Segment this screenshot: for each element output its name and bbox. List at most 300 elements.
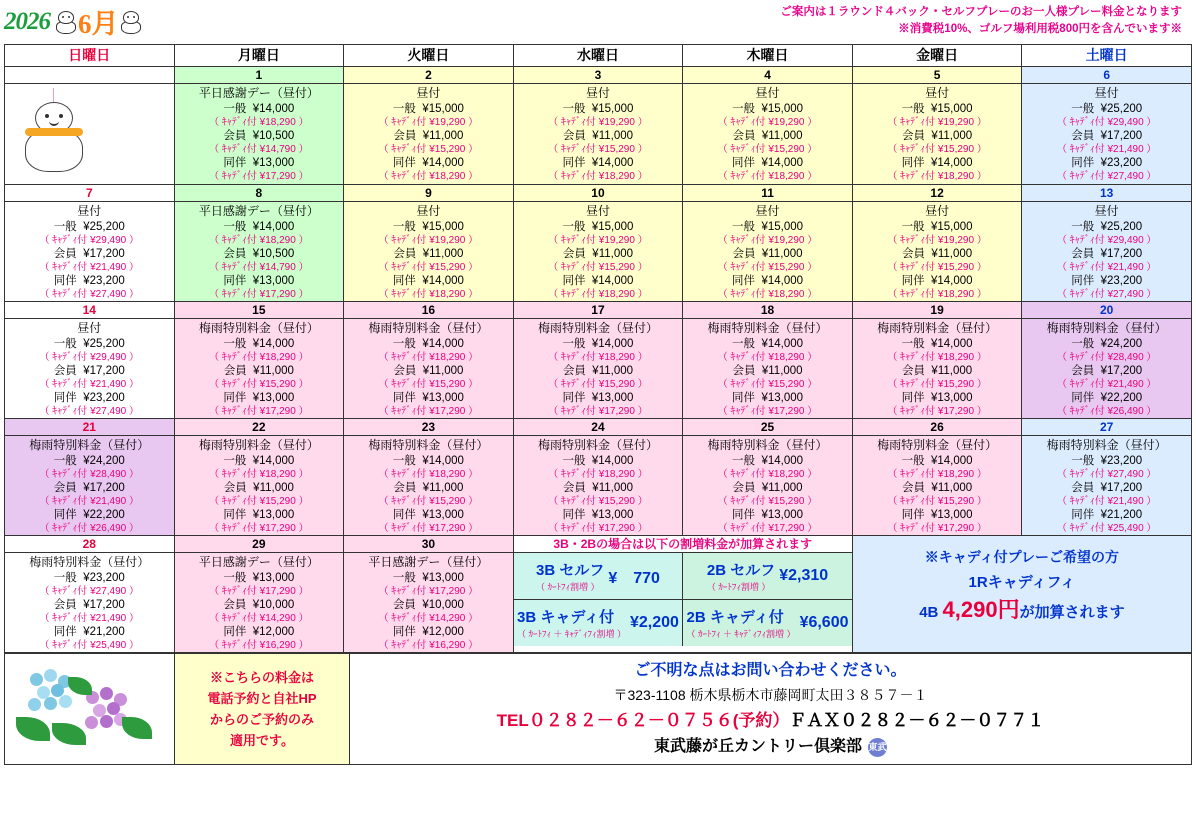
surcharge-amount: ¥ 770 [608, 569, 660, 587]
day-number: 8 [175, 185, 344, 202]
price-label: 同伴 [53, 626, 77, 638]
surcharge-note: （ ｶｰﾄﾌｨ ＋ ｷｬﾃﾞｨﾌｨ割増 ） [686, 629, 796, 639]
price-label: 一般 [1071, 221, 1095, 233]
calendar-table [4, 44, 1192, 653]
day-content [853, 202, 1022, 301]
caddie-price: （ ｷｬﾃﾞｨ付 ¥15,290 ） [717, 379, 818, 390]
price-value: ¥14,000 [931, 275, 973, 287]
caddie-price: （ ｷｬﾃﾞｨ付 ¥14,290 ） [378, 613, 479, 624]
caddie-price: （ ｷｬﾃﾞｨ付 ¥15,290 ） [717, 496, 818, 507]
price-line [5, 598, 174, 612]
price-value: ¥14,000 [761, 157, 804, 169]
day-number: 12 [853, 185, 1022, 202]
caddie-price: （ ｷｬﾃﾞｨ付 ¥21,490 ） [39, 496, 140, 507]
day-content [344, 436, 513, 535]
price-label: 一般 [1071, 338, 1095, 350]
day-number: 9 [344, 185, 513, 202]
price-value: ¥14,000 [252, 221, 295, 233]
caddie-fee-content [853, 536, 1191, 627]
calendar-cell-empty[interactable] [5, 67, 175, 185]
day-content [683, 436, 852, 535]
price-line [1022, 508, 1191, 522]
caddie-price: （ ｷｬﾃﾞｨ付 ¥15,290 ） [548, 262, 648, 273]
price-label: 同伴 [53, 509, 77, 521]
price-label: 一般 [562, 103, 586, 115]
price-label: 同伴 [1071, 157, 1095, 169]
day-content [683, 202, 852, 301]
calendar-cell-day-18[interactable] [683, 302, 853, 419]
price-label: 同伴 [392, 392, 416, 404]
price-line [853, 156, 1022, 170]
caddie-price: （ ｷｬﾃﾞｨ付 ¥17,290 ） [209, 406, 309, 417]
price-label: 一般 [223, 221, 247, 233]
calendar-cell-day-10[interactable] [513, 185, 683, 302]
price-value: ¥13,000 [761, 509, 804, 521]
calendar-cell-day-23[interactable] [344, 419, 514, 536]
price-line [853, 508, 1022, 522]
caddie-price: （ ｷｬﾃﾞｨ付 ¥17,290 ） [887, 406, 987, 417]
day-number: 28 [5, 536, 174, 553]
calendar-cell-day-26[interactable] [852, 419, 1022, 536]
calendar-cell-day-7[interactable] [5, 185, 175, 302]
price-value: ¥11,000 [253, 365, 294, 377]
price-label: 会員 [902, 130, 926, 142]
price-label: 会員 [223, 130, 247, 142]
plan-title: 昼付 [755, 204, 780, 218]
calendar-cell-day-24[interactable] [513, 419, 683, 536]
calendar-cell-day-25[interactable] [683, 419, 853, 536]
day-content [514, 202, 683, 301]
plan-title: 昼付 [925, 86, 950, 100]
caddie-price: （ ｷｬﾃﾞｨ付 ¥15,290 ） [378, 144, 479, 155]
plan-title: 梅雨特別料金（昼付） [707, 321, 828, 335]
calendar-cell-day-3[interactable] [513, 67, 683, 185]
price-line [5, 391, 174, 405]
day-content [853, 436, 1022, 535]
calendar-cell-day-14[interactable] [5, 302, 175, 419]
day-number: 21 [5, 419, 174, 436]
price-label: 一般 [901, 103, 925, 115]
calendar-cell-day-28[interactable] [5, 536, 175, 653]
price-line [683, 481, 852, 495]
surcharge-note: （ ｶｰﾄﾌｨ ＋ ｷｬﾃﾞｨﾌｨ割増 ） [516, 629, 626, 639]
price-label: 一般 [901, 455, 925, 467]
calendar-cell-day-15[interactable] [174, 302, 344, 419]
price-line [344, 571, 513, 585]
calendar-last-week-row [5, 536, 1192, 653]
surcharge-item [682, 600, 852, 646]
price-value: ¥11,000 [761, 482, 803, 494]
price-value: ¥13,000 [252, 392, 295, 404]
price-value: ¥14,000 [931, 157, 973, 169]
month-label: 6月 [78, 9, 119, 39]
plan-title: 平日感謝デー（昼付） [198, 86, 319, 100]
price-label: 同伴 [732, 392, 756, 404]
price-value: ¥15,000 [931, 221, 973, 233]
price-value: ¥15,000 [422, 103, 464, 115]
plan-title: 平日感謝デー（昼付） [198, 555, 319, 569]
dow-header-2: 火曜日 [344, 45, 514, 67]
day-number: 15 [175, 302, 344, 319]
price-value: ¥12,000 [422, 626, 464, 638]
price-label: 同伴 [562, 275, 586, 287]
caddie-price: （ ｷｬﾃﾞｨ付 ¥18,290 ） [717, 171, 818, 182]
price-value: ¥23,200 [1100, 455, 1143, 467]
price-value: ¥11,000 [592, 482, 634, 494]
price-line [1022, 129, 1191, 143]
price-value: ¥11,000 [761, 248, 803, 260]
price-line [683, 364, 852, 378]
day-number: 25 [683, 419, 852, 436]
caddie-price: （ ｷｬﾃﾞｨ付 ¥15,290 ） [717, 262, 818, 273]
price-line [344, 274, 513, 288]
price-value: ¥10,000 [252, 599, 295, 611]
price-label: 会員 [223, 248, 247, 260]
price-value: ¥13,000 [252, 572, 295, 584]
surcharge-item [514, 600, 683, 646]
caddie-price: （ ｷｬﾃﾞｨ付 ¥19,290 ） [548, 117, 648, 128]
price-label: 一般 [562, 338, 586, 350]
calendar-cell-day-12[interactable] [852, 185, 1022, 302]
price-value: ¥13,000 [591, 509, 634, 521]
price-label: 同伴 [1071, 392, 1095, 404]
plan-title: 昼付 [77, 321, 102, 335]
caddie-price: （ ｷｬﾃﾞｨ付 ¥14,290 ） [209, 613, 309, 624]
surcharge-note: （ ｶｰﾄﾌｨ割増 ） [706, 582, 771, 592]
price-label: 会員 [562, 365, 586, 377]
price-label: 会員 [393, 248, 417, 260]
price-line [5, 571, 174, 585]
price-line [344, 129, 513, 143]
price-label: 会員 [53, 599, 77, 611]
price-label: 一般 [53, 572, 77, 584]
price-value: ¥14,000 [252, 338, 295, 350]
caddie-price: （ ｷｬﾃﾞｨ付 ¥15,290 ） [378, 496, 479, 507]
price-value: ¥11,000 [422, 130, 464, 142]
day-number: 22 [175, 419, 344, 436]
price-value: ¥14,000 [591, 338, 634, 350]
caddie-price: （ ｷｬﾃﾞｨ付 ¥21,490 ） [1056, 144, 1157, 155]
price-value: ¥23,200 [1100, 157, 1143, 169]
teru-teru-bozu-icon-2 [120, 9, 142, 35]
caddie-price: （ ｷｬﾃﾞｨ付 ¥19,290 ） [717, 235, 818, 246]
caddie-price: （ ｷｬﾃﾞｨ付 ¥21,490 ） [39, 262, 140, 273]
price-line [175, 129, 344, 143]
price-line [514, 102, 683, 116]
caddie-price: （ ｷｬﾃﾞｨ付 ¥18,290 ） [548, 352, 648, 363]
calendar-cell-day-21[interactable] [5, 419, 175, 536]
caddie-price: （ ｷｬﾃﾞｨ付 ¥18,290 ） [548, 469, 648, 480]
price-value: ¥14,000 [422, 275, 464, 287]
day-number: 7 [5, 185, 174, 202]
caddie-price: （ ｷｬﾃﾞｨ付 ¥19,290 ） [887, 235, 987, 246]
caddie-price: （ ｷｬﾃﾞｨ付 ¥15,290 ） [378, 379, 479, 390]
price-value: ¥15,000 [422, 221, 464, 233]
price-label: 会員 [393, 482, 417, 494]
caddie-price: （ ｷｬﾃﾞｨ付 ¥18,290 ） [209, 352, 309, 363]
caddie-price: （ ｷｬﾃﾞｨ付 ¥17,290 ） [717, 523, 818, 534]
price-label: 同伴 [392, 509, 416, 521]
price-line [175, 102, 344, 116]
price-line [344, 102, 513, 116]
price-label: 一般 [562, 221, 586, 233]
caddie-price: （ ｷｬﾃﾞｨ付 ¥25,490 ） [1056, 523, 1157, 534]
calendar-cell-day-29[interactable] [174, 536, 344, 653]
price-label: 同伴 [223, 275, 247, 287]
day-number: 24 [514, 419, 683, 436]
plan-title: 梅雨特別料金（昼付） [368, 321, 489, 335]
day-number: 1 [175, 67, 344, 84]
price-value: ¥14,000 [591, 455, 634, 467]
price-label: 一般 [1071, 455, 1095, 467]
price-label: 同伴 [392, 157, 416, 169]
price-line [683, 102, 852, 116]
price-value: ¥14,000 [252, 103, 295, 115]
price-line [514, 481, 683, 495]
calendar-cell-day-1[interactable] [174, 67, 344, 185]
price-label: 一般 [732, 221, 756, 233]
surcharge-note: （ ｶｰﾄﾌｨ割増 ） [535, 582, 600, 592]
price-line [5, 508, 174, 522]
price-label: 会員 [393, 365, 417, 377]
price-label: 同伴 [392, 275, 416, 287]
calendar-cell-day-13[interactable] [1022, 185, 1192, 302]
calendar-week-row [5, 67, 1192, 185]
caddie-price: （ ｷｬﾃﾞｨ付 ¥15,290 ） [887, 262, 987, 273]
plan-title: 梅雨特別料金（昼付） [707, 438, 828, 452]
price-value: ¥15,000 [591, 221, 634, 233]
caddie-price: （ ｷｬﾃﾞｨ付 ¥17,290 ） [209, 289, 309, 300]
price-line [514, 391, 683, 405]
day-content [5, 436, 174, 535]
surcharge-name: 2B セルフ [706, 562, 776, 579]
plan-title: 昼付 [416, 86, 441, 100]
plan-title: 梅雨特別料金（昼付） [1046, 321, 1167, 335]
caddie-price: （ ｷｬﾃﾞｨ付 ¥15,290 ） [209, 379, 309, 390]
price-value: ¥23,200 [83, 572, 125, 584]
dow-header-1: 月曜日 [174, 45, 344, 67]
day-content [5, 553, 174, 652]
day-number: 6 [1022, 67, 1191, 84]
price-label: 同伴 [562, 509, 586, 521]
day-content [5, 319, 174, 418]
price-value: ¥25,200 [83, 221, 125, 233]
caddie-price: （ ｷｬﾃﾞｨ付 ¥14,790 ） [209, 144, 309, 155]
price-label: 会員 [732, 130, 756, 142]
caddie-price: （ ｷｬﾃﾞｨ付 ¥18,290 ） [887, 289, 987, 300]
day-content [175, 84, 344, 183]
plan-title: 昼付 [755, 86, 780, 100]
price-line [683, 274, 852, 288]
price-line [175, 625, 344, 639]
price-value: ¥11,000 [592, 248, 634, 260]
day-number: 26 [853, 419, 1022, 436]
dow-header-6: 土曜日 [1022, 45, 1192, 67]
price-value: ¥17,200 [1100, 482, 1143, 494]
price-value: ¥13,000 [422, 572, 464, 584]
price-line [514, 364, 683, 378]
plan-title: 梅雨特別料金（昼付） [537, 321, 658, 335]
price-value: ¥14,000 [591, 157, 634, 169]
day-content [1022, 202, 1191, 301]
price-label: 会員 [1071, 482, 1095, 494]
calendar-cell-day-5[interactable] [852, 67, 1022, 185]
calendar-cell-day-11[interactable] [683, 185, 853, 302]
caddie-price: （ ｷｬﾃﾞｨ付 ¥25,490 ） [39, 640, 140, 651]
price-line [5, 274, 174, 288]
day-content [1022, 436, 1191, 535]
caddie-price: （ ｷｬﾃﾞｨ付 ¥27,490 ） [39, 406, 140, 417]
contact-title: ご不明な点はお問い合わせください。 [634, 662, 907, 679]
day-number: 4 [683, 67, 852, 84]
caddie-price: （ ｷｬﾃﾞｨ付 ¥15,290 ） [548, 379, 648, 390]
surcharge-amount: ¥6,600 [799, 614, 849, 631]
calendar-week-row [5, 185, 1192, 302]
price-label: 一般 [732, 338, 756, 350]
footer-table [4, 653, 1192, 765]
day-number: 13 [1022, 185, 1191, 202]
price-line [1022, 274, 1191, 288]
price-label: 会員 [902, 365, 926, 377]
price-line [683, 129, 852, 143]
price-label: 一般 [901, 338, 925, 350]
plan-title: 昼付 [1094, 204, 1119, 218]
calendar-cell-day-30[interactable] [344, 536, 514, 653]
price-line [683, 337, 852, 351]
price-line [514, 129, 683, 143]
price-label: 同伴 [901, 509, 925, 521]
calendar-cell-day-20[interactable] [1022, 302, 1192, 419]
price-line [175, 598, 344, 612]
price-line [175, 508, 344, 522]
day-number: 27 [1022, 419, 1191, 436]
price-value: ¥14,000 [422, 455, 464, 467]
price-label: 一般 [732, 103, 756, 115]
price-line [1022, 481, 1191, 495]
caddie-price: （ ｷｬﾃﾞｨ付 ¥29,490 ） [39, 235, 140, 246]
price-value: ¥23,200 [83, 392, 125, 404]
caddie-price: （ ｷｬﾃﾞｨ付 ¥21,490 ） [1056, 379, 1157, 390]
caddie-price: （ ｷｬﾃﾞｨ付 ¥17,290 ） [717, 406, 818, 417]
price-label: 一般 [223, 338, 247, 350]
caddie-price: （ ｷｬﾃﾞｨ付 ¥28,490 ） [39, 469, 140, 480]
day-number: 18 [683, 302, 852, 319]
price-value: ¥22,200 [1100, 392, 1143, 404]
price-line [853, 481, 1022, 495]
calendar-week-row [5, 302, 1192, 419]
price-value: ¥23,200 [83, 275, 125, 287]
price-line [853, 129, 1022, 143]
caddie-price: （ ｷｬﾃﾞｨ付 ¥15,290 ） [887, 144, 987, 155]
calendar-cell-day-19[interactable] [852, 302, 1022, 419]
caddie-price: （ ｷｬﾃﾞｨ付 ¥19,290 ） [548, 235, 648, 246]
caddie-price: （ ｷｬﾃﾞｨ付 ¥19,290 ） [887, 117, 987, 128]
price-label: 一般 [392, 572, 416, 584]
price-value: ¥14,000 [252, 455, 295, 467]
calendar-cell-day-4[interactable] [683, 67, 853, 185]
calendar-cell-day-6[interactable] [1022, 67, 1192, 185]
calendar-cell-day-17[interactable] [513, 302, 683, 419]
price-value: ¥14,000 [761, 275, 804, 287]
day-content [175, 553, 344, 652]
price-line [853, 220, 1022, 234]
price-line [175, 481, 344, 495]
plan-title: 梅雨特別料金（昼付） [877, 321, 998, 335]
price-value: ¥15,000 [931, 103, 973, 115]
price-label: 会員 [562, 482, 586, 494]
caddie-price: （ ｷｬﾃﾞｨ付 ¥18,290 ） [887, 352, 987, 363]
price-line [344, 247, 513, 261]
page-header [0, 0, 1196, 44]
price-line [5, 247, 174, 261]
notice-line-1: ご案内は１ラウンド４バック・セルフプレーのお一人様プレー料金となります [780, 6, 1182, 18]
calendar-cell-day-22[interactable] [174, 419, 344, 536]
caddie-price: （ ｷｬﾃﾞｨ付 ¥17,290 ） [209, 586, 309, 597]
plan-title: 昼付 [77, 204, 102, 218]
caddie-price: （ ｷｬﾃﾞｨ付 ¥26,490 ） [39, 523, 140, 534]
price-line [1022, 364, 1191, 378]
price-label: 同伴 [732, 509, 756, 521]
day-content [1022, 84, 1191, 183]
caddie-price: （ ｷｬﾃﾞｨ付 ¥17,290 ） [378, 586, 479, 597]
day-number: 23 [344, 419, 513, 436]
price-label: 会員 [53, 248, 77, 260]
price-line [344, 454, 513, 468]
day-content [683, 84, 852, 183]
price-line [344, 220, 513, 234]
price-value: ¥13,000 [931, 509, 973, 521]
calendar-cell-day-8[interactable] [174, 185, 344, 302]
header-notice [204, 2, 1192, 38]
price-value: ¥15,000 [761, 103, 804, 115]
price-value: ¥11,000 [761, 365, 803, 377]
caddie-price: （ ｷｬﾃﾞｨ付 ¥29,490 ） [39, 352, 140, 363]
caddie-price: （ ｷｬﾃﾞｨ付 ¥18,290 ） [887, 171, 987, 182]
price-value: ¥17,200 [83, 482, 125, 494]
day-number: 19 [853, 302, 1022, 319]
price-line [175, 156, 344, 170]
day-content [514, 319, 683, 418]
hydrangea-icon [6, 659, 176, 759]
price-value: ¥11,000 [592, 130, 634, 142]
price-label: 一般 [53, 455, 77, 467]
day-content [514, 436, 683, 535]
caddie-price: （ ｷｬﾃﾞｨ付 ¥16,290 ） [209, 640, 309, 651]
price-label: 一般 [53, 338, 77, 350]
price-value: ¥23,200 [1100, 275, 1143, 287]
price-label: 会員 [732, 482, 756, 494]
caddie-price: （ ｷｬﾃﾞｨ付 ¥14,790 ） [209, 262, 309, 273]
price-line [1022, 337, 1191, 351]
price-label: 同伴 [732, 157, 756, 169]
note-line-3: からのご予約のみ [209, 712, 314, 727]
plan-title: 平日感謝デー（昼付） [368, 555, 489, 569]
price-value: ¥24,200 [83, 455, 125, 467]
price-label: 一般 [223, 455, 247, 467]
caddie-line-2: 1Rキャディフィ [968, 574, 1076, 591]
day-number: 30 [344, 536, 513, 553]
surcharge-amount: ¥2,310 [779, 567, 829, 584]
calendar-cell-day-27[interactable] [1022, 419, 1192, 536]
price-line [853, 274, 1022, 288]
calendar-cell-day-16[interactable] [344, 302, 514, 419]
calendar-cell-day-9[interactable] [344, 185, 514, 302]
price-line [175, 571, 344, 585]
caddie-fee-amount: 4,290円 [942, 597, 1020, 622]
day-content [5, 202, 174, 301]
calendar-cell-day-2[interactable] [344, 67, 514, 185]
price-value: ¥14,000 [591, 275, 634, 287]
